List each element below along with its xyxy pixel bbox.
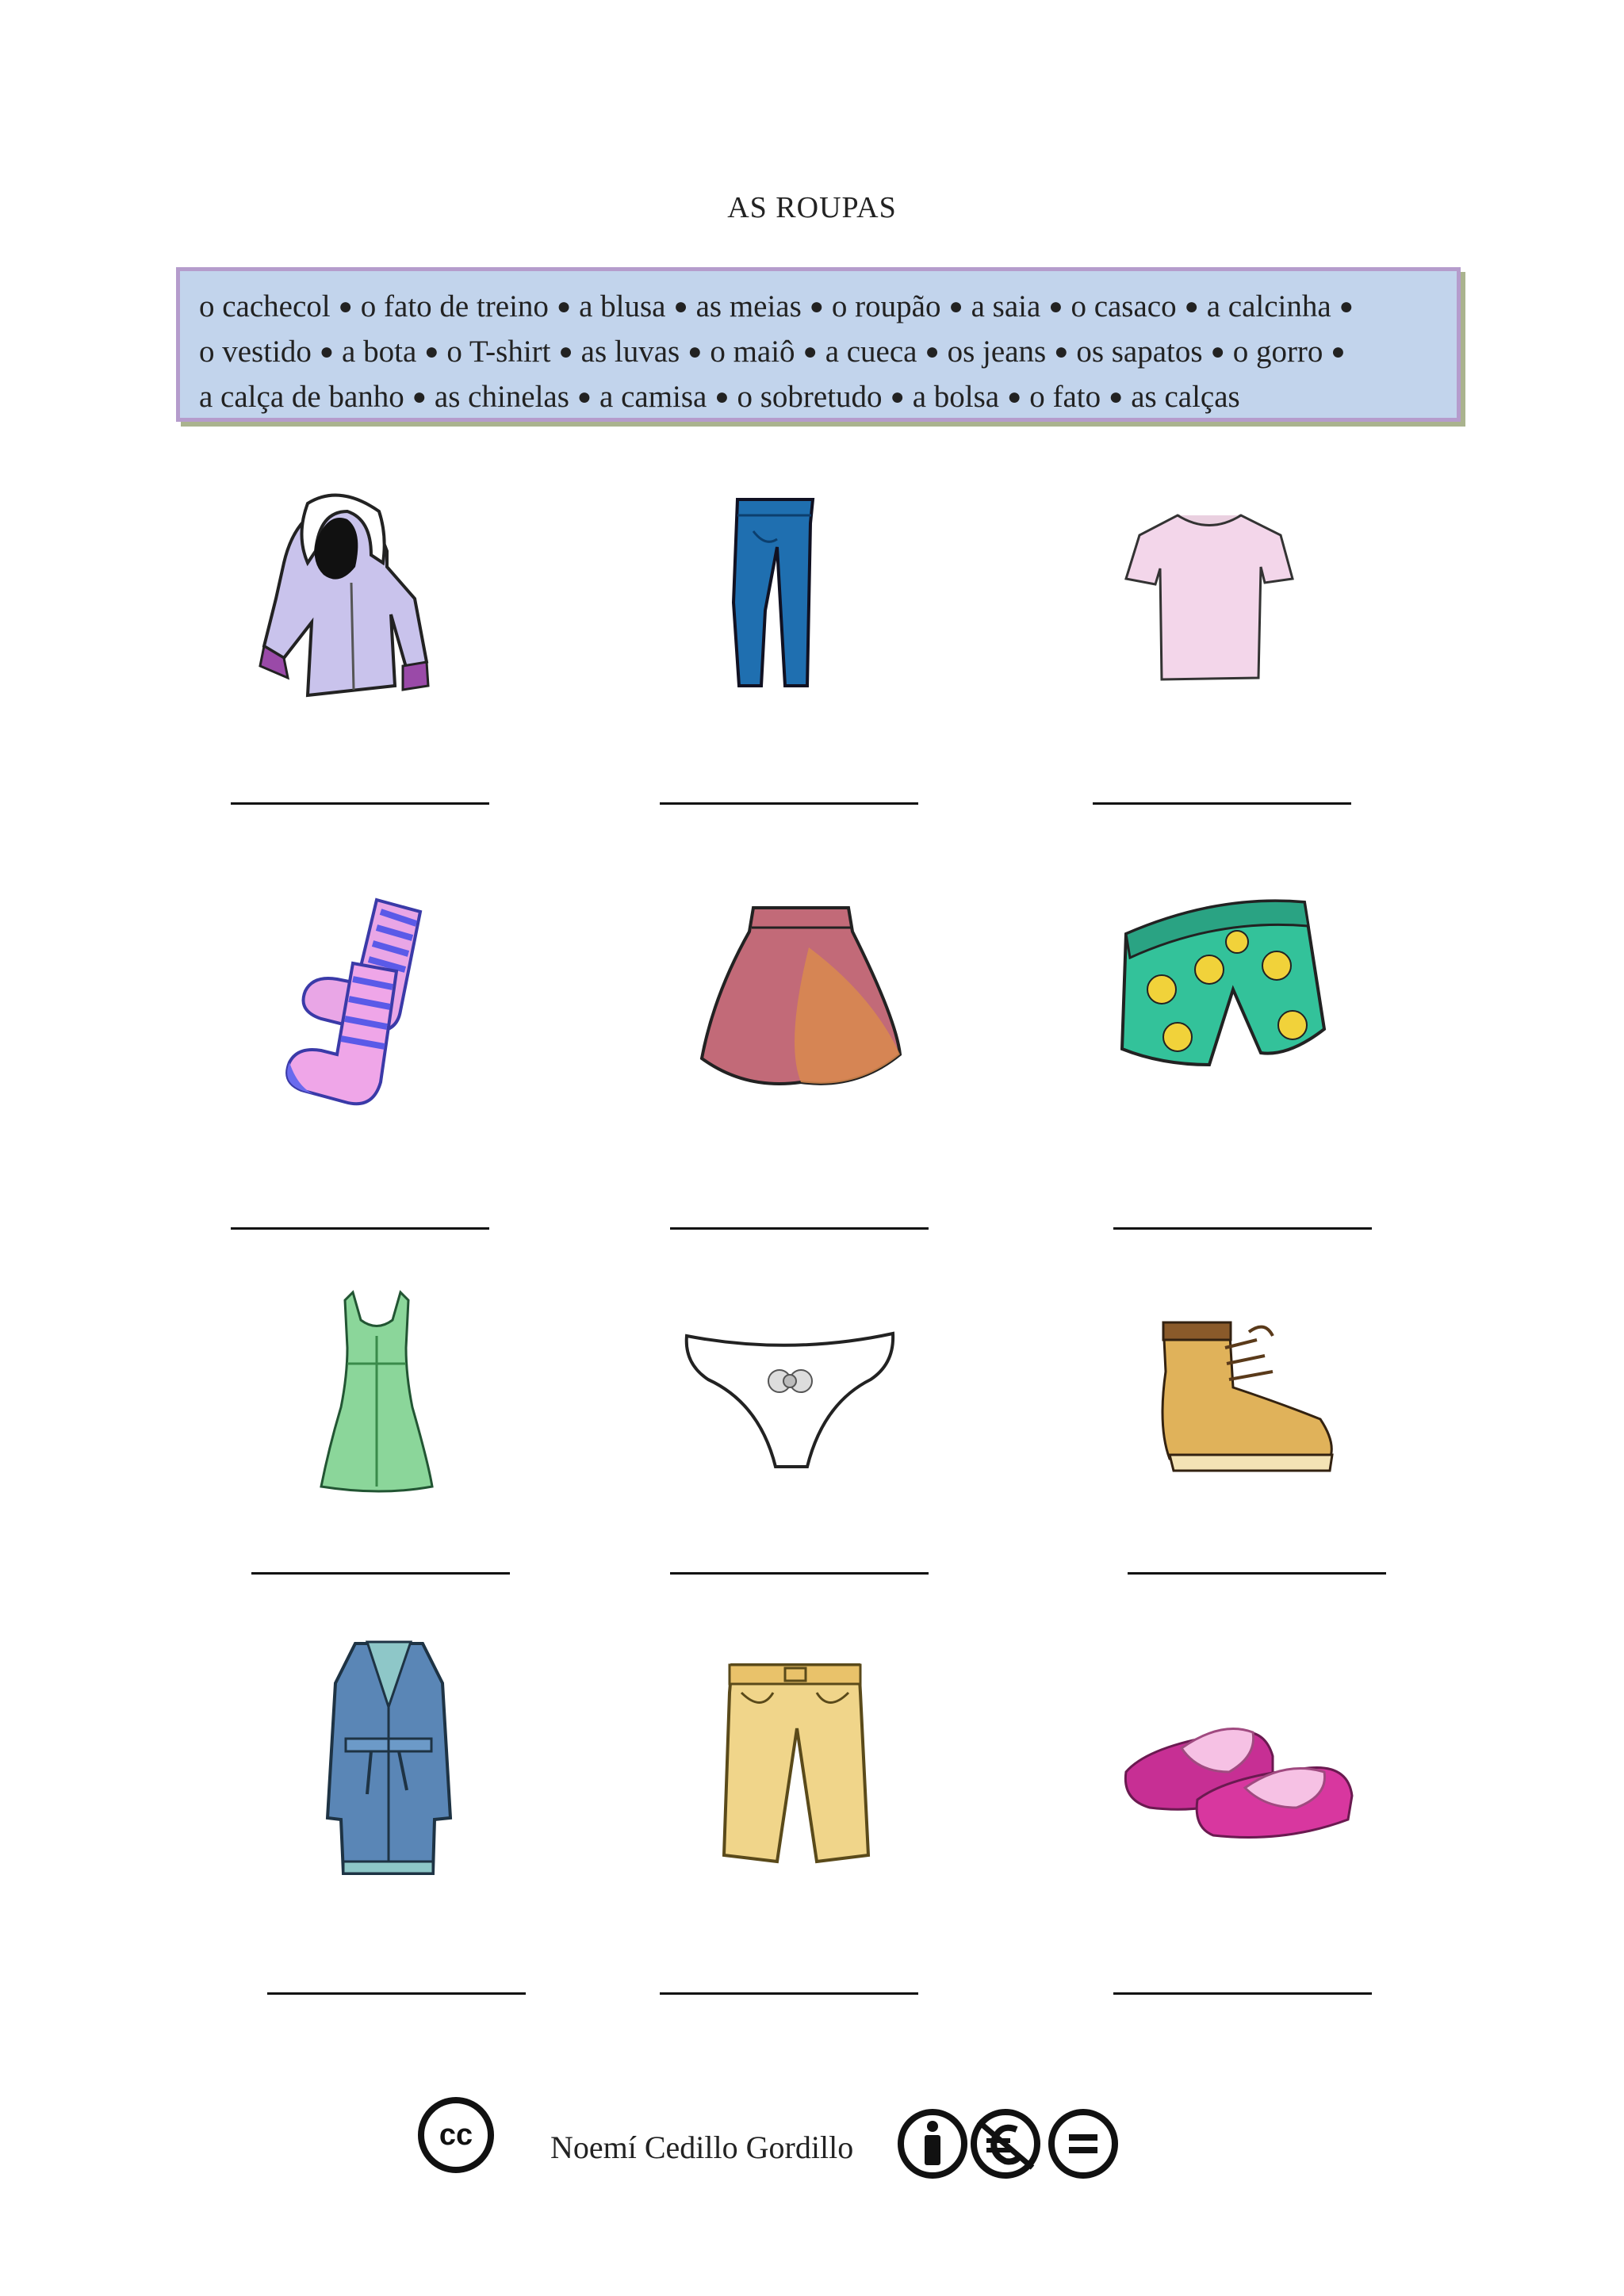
separator: ●: [412, 384, 427, 410]
word: o fato de treino: [360, 289, 549, 323]
separator: ●: [424, 339, 439, 365]
answer-line[interactable]: [231, 1227, 489, 1230]
underpants-icon: [680, 1324, 898, 1475]
word: o gorro: [1232, 335, 1323, 369]
separator: ●: [714, 384, 730, 410]
separator: ●: [688, 339, 703, 365]
slippers-icon: [1118, 1697, 1356, 1839]
separator: ●: [1109, 384, 1124, 410]
socks-icon: [266, 892, 432, 1122]
word: o cachecol: [199, 289, 331, 323]
answer-line[interactable]: [1128, 1572, 1386, 1575]
answer-line[interactable]: [267, 1992, 526, 1995]
word: a bota: [342, 335, 417, 369]
answer-line[interactable]: [670, 1572, 929, 1575]
separator: ●: [1007, 384, 1022, 410]
t-shirt-icon: [1122, 503, 1297, 686]
answer-line[interactable]: [1093, 802, 1351, 805]
separator: ●: [890, 384, 905, 410]
separator: ●: [673, 293, 688, 320]
skirt-icon: [698, 900, 904, 1098]
separator: ●: [948, 293, 963, 320]
author-name: Noemí Cedillo Gordillo: [550, 2130, 854, 2165]
separator: ●: [802, 339, 818, 365]
word: a calça de banho: [199, 380, 404, 414]
answer-line[interactable]: [231, 802, 489, 805]
by-icon: [896, 2107, 969, 2184]
answer-line[interactable]: [660, 802, 918, 805]
trousers-icon: [718, 1657, 872, 1867]
word: o fato: [1029, 380, 1101, 414]
hooded-coat-icon: [252, 488, 435, 702]
word: o sobretudo: [737, 380, 883, 414]
word: a camisa: [599, 380, 707, 414]
word: as luvas: [580, 335, 680, 369]
answer-line[interactable]: [1113, 1992, 1372, 1995]
cc-icon: [416, 2095, 496, 2179]
swim-shorts-icon: [1114, 886, 1328, 1077]
word: o roupão: [831, 289, 941, 323]
word-bank-line: [199, 331, 1438, 376]
word: os jeans: [947, 335, 1047, 369]
separator: ●: [319, 339, 335, 365]
answer-line[interactable]: [660, 1992, 918, 1995]
separator: ●: [576, 384, 592, 410]
word-bank-line: [199, 285, 1438, 331]
page-title: AS ROUPAS: [727, 191, 897, 224]
word: as meias: [695, 289, 802, 323]
word: o vestido: [199, 335, 312, 369]
bathrobe-icon: [324, 1636, 454, 1881]
word: o T-shirt: [446, 335, 551, 369]
word: os sapatos: [1076, 335, 1203, 369]
word: a calcinha: [1206, 289, 1331, 323]
dress-icon: [317, 1288, 436, 1494]
separator: ●: [925, 339, 940, 365]
separator: ●: [1048, 293, 1063, 320]
separator: ●: [1331, 339, 1346, 365]
boot-icon: [1154, 1316, 1336, 1475]
word: a blusa: [579, 289, 666, 323]
word: o maiô: [710, 335, 795, 369]
word: as calças: [1131, 380, 1240, 414]
separator: ●: [338, 293, 353, 320]
answer-line[interactable]: [670, 1227, 929, 1230]
answer-line[interactable]: [1113, 1227, 1372, 1230]
word: a cueca: [825, 335, 917, 369]
nc-euro-icon: [969, 2107, 1042, 2184]
separator: ●: [1184, 293, 1199, 320]
word-bank: [176, 267, 1461, 422]
nd-icon: [1047, 2107, 1120, 2184]
word-bank-line: [199, 376, 1438, 421]
jeans-icon: [722, 492, 825, 690]
word: a saia: [971, 289, 1041, 323]
separator: ●: [1054, 339, 1069, 365]
separator: ●: [1339, 293, 1354, 320]
word: a bolsa: [912, 380, 1000, 414]
word: o casaco: [1071, 289, 1177, 323]
answer-line[interactable]: [251, 1572, 510, 1575]
separator: ●: [556, 293, 572, 320]
separator: ●: [558, 339, 573, 365]
separator: ●: [1210, 339, 1225, 365]
separator: ●: [809, 293, 824, 320]
cc-text: cc: [439, 2118, 473, 2152]
word: as chinelas: [434, 380, 569, 414]
